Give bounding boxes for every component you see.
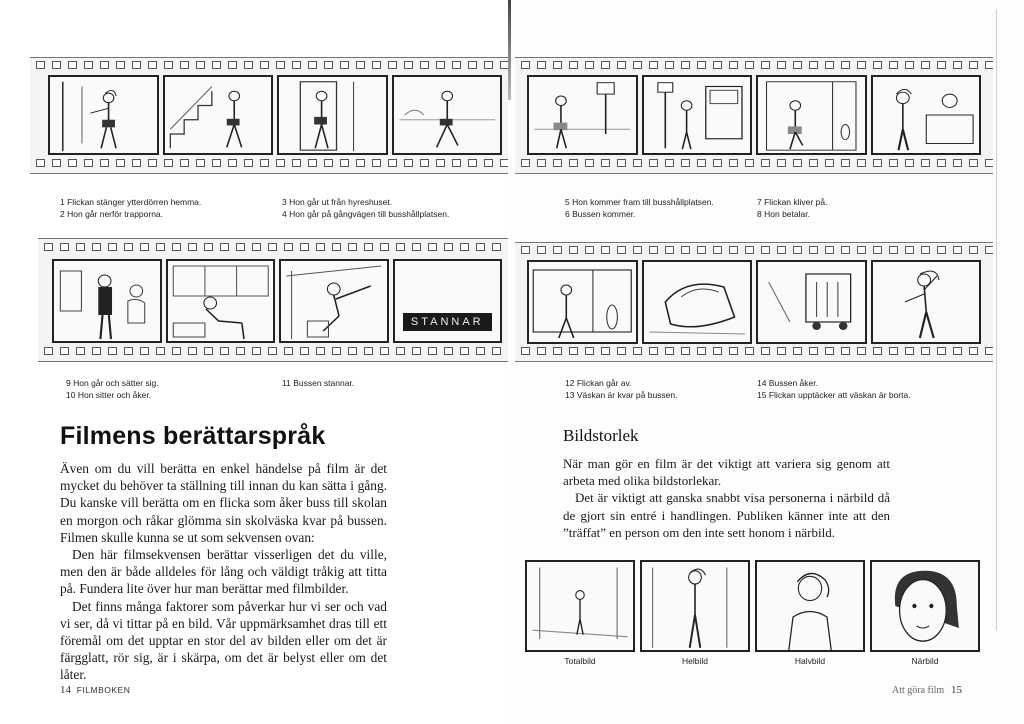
caption-8: 8 Hon betalar. <box>757 209 810 219</box>
caption-group-14-15 <box>757 377 987 401</box>
shot-size-labels <box>525 656 980 666</box>
page-number-right: 15 <box>950 684 962 696</box>
storyboard-frame-15 <box>871 260 982 344</box>
storyboard-frame-3 <box>277 75 388 155</box>
right-folio <box>892 684 962 696</box>
caption-1: 1 Flickan stänger ytterdörren hemma. <box>60 197 202 207</box>
sprocket-holes <box>515 159 993 169</box>
book-gutter <box>508 0 511 100</box>
storyboard-frame-12 <box>527 260 638 344</box>
storyboard-frame-5 <box>527 75 638 155</box>
caption-group-11 <box>282 377 482 389</box>
caption-13: 13 Väskan är kvar på bussen. <box>565 390 678 400</box>
film-strip-row2-right <box>515 242 993 362</box>
sprocket-holes <box>515 246 993 256</box>
shot-hel <box>640 560 750 652</box>
paragraph-1: Även om du vill berätta en enkel händelse på film är det mycket du behöver ta ställning till innan du kan sätta i gång. Du kanske vill berätta om en flicka som åker buss till skolan en morgon och råkar glömma sin skolväska kvar på bussen. Filmen skulle kunna se ut som sekvensen ovan: <box>60 461 387 545</box>
caption-11: 11 Bussen stannar. <box>282 378 355 388</box>
page-number-left: 14 <box>60 684 71 696</box>
shot-total <box>525 560 635 652</box>
storyboard-frame-10b <box>279 259 389 343</box>
caption-3: 3 Hon går ut från hyreshuset. <box>282 197 393 207</box>
page-edge <box>996 10 1007 630</box>
caption-5: 5 Hon kommer fram till busshållplatsen. <box>565 197 714 207</box>
caption-group-7-8 <box>757 196 937 220</box>
shot-nar <box>870 560 980 652</box>
sprocket-holes <box>38 347 508 357</box>
right-body-text <box>563 455 890 541</box>
caption-group-3-4 <box>282 196 502 220</box>
sprocket-holes <box>515 61 993 71</box>
storyboard-frame-11 <box>393 259 503 343</box>
storyboard-frame-6 <box>642 75 753 155</box>
shot-label-hel: Helbild <box>682 656 708 666</box>
caption-12: 12 Flickan går av. <box>565 378 632 388</box>
shot-halv <box>755 560 865 652</box>
storyboard-frame-2 <box>163 75 274 155</box>
film-strip-row2-left <box>38 238 508 362</box>
storyboard-frame-7 <box>756 75 867 155</box>
storyboard-frame-13 <box>642 260 753 344</box>
storyboard-frame-8 <box>871 75 982 155</box>
caption-group-5-6 <box>565 196 755 220</box>
caption-group-12-13 <box>565 377 755 401</box>
shot-label-halv: Halvbild <box>794 656 826 666</box>
left-folio <box>60 684 130 696</box>
caption-9: 9 Hon går och sätter sig. <box>66 378 159 388</box>
caption-10: 10 Hon sitter och åker. <box>66 390 152 400</box>
section-subtitle: Bildstorlek <box>563 426 639 445</box>
shot-label-total: Totalbild <box>564 656 596 666</box>
film-strip-row1-left <box>30 57 508 174</box>
storyboard-frame-10 <box>166 259 276 343</box>
caption-4: 4 Hon går på gångvägen till busshållplatsen. <box>282 209 450 219</box>
paragraph-r2: Det är viktigt att ganska snabbt visa personerna i närbild då de gjort sin entré i handlingen. Publiken känner inte att den ”träffat” en person om den inte sett honom i närbild. <box>563 490 890 540</box>
paragraph-2: Den här filmsekvensen berättar visserligen det du ville, men den är både alldeles för lång och väldigt tråkig att titta på. Fundera lite över hur man berättar med filmbilder. <box>60 547 387 597</box>
shot-label-nar: Närbild <box>911 656 939 666</box>
sprocket-holes <box>38 243 508 253</box>
caption-group-1-2 <box>60 196 260 220</box>
caption-14: 14 Bussen åker. <box>757 378 818 388</box>
sprocket-holes <box>30 61 508 71</box>
caption-7: 7 Flickan kliver på. <box>757 197 828 207</box>
sprocket-holes <box>515 347 993 357</box>
shot-size-examples <box>525 560 980 652</box>
storyboard-frame-4 <box>392 75 503 155</box>
chapter-name: Att göra film <box>892 685 945 696</box>
stannar-sign: STANNAR <box>403 313 493 331</box>
sprocket-holes <box>30 159 508 169</box>
caption-group-9-10 <box>66 377 266 401</box>
caption-6: 6 Bussen kommer. <box>565 209 636 219</box>
storyboard-frame-9 <box>52 259 162 343</box>
paragraph-r1: När man gör en film är det viktigt att variera sig genom att arbeta med olika bildstorlekar. <box>563 456 890 489</box>
left-body-text <box>60 460 387 684</box>
paragraph-3: Det finns många faktorer som påverkar hur vi ser och vad vi ser, då vi tittar på en bild. Vår uppmärksamhet dras till ett föremål om det upptar en stor del av bilden eller om det är färgglatt, rör sig, är i skärpa, om det är belyst eller om det låter. <box>60 598 387 683</box>
caption-15: 15 Flickan upptäcker att väskan är borta. <box>757 390 911 400</box>
caption-2: 2 Hon går nerför trapporna. <box>60 209 164 219</box>
book-name: FILMBOKEN <box>76 685 131 695</box>
film-strip-row1-right <box>515 57 993 174</box>
storyboard-frame-1 <box>48 75 159 155</box>
storyboard-frame-14 <box>756 260 867 344</box>
page-title: Filmens berättarspråk <box>60 422 326 450</box>
